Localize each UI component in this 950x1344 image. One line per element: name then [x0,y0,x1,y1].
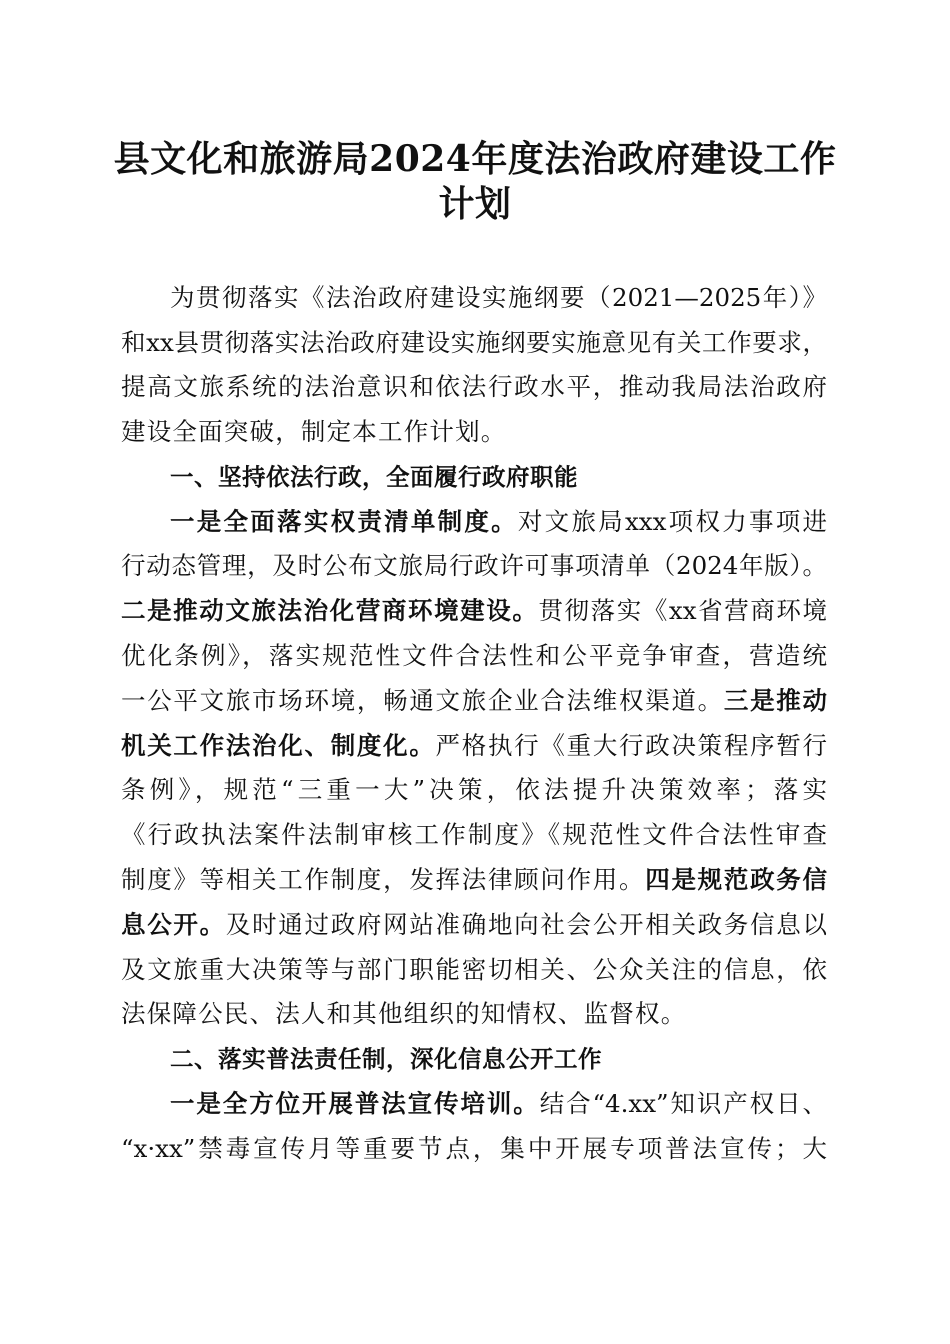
item-2-text: 贯彻落实《xx省营商环境 [538,596,827,625]
section1-line-2: 行动态管理，及时公布文旅局行政许可事项清单（2024年版）。 [121,551,827,580]
section1-line-8: 《行政执法案件法制审核工作制度》《规范性文件合法性审查 [121,820,827,849]
section-heading-2: 二、落实普法责任制，深化信息公开工作 [170,1045,602,1073]
item-4-text: 及时通过政府网站准确地向社会公开相关政务信息以 [225,910,828,939]
item-4-lead-start: 四是规范政务信 [645,865,828,894]
s2-item-1-text: 结合“4.xx”知识产权日、 [539,1089,827,1118]
section1-line-5 [121,686,827,716]
section1-line-7: 条例》，规范“三重一大”决策，依法提升决策效率；落实 [121,775,827,804]
intro-line-1: 为贯彻落实《法治政府建设实施纲要（2021—2025年）》 [170,283,827,312]
section1-line-11: 及文旅重大决策等与部门职能密切相关、公众关注的信息，依 [121,955,827,984]
section1-line-9 [121,865,827,895]
intro-line-3: 提高文旅系统的法治意识和依法行政水平，推动我局法治政府 [121,372,827,401]
document-title-line-1: 县文化和旅游局2024年度法治政府建设工作 [113,138,837,180]
section-heading-1: 一、坚持依法行政，全面履行政府职能 [170,463,578,491]
item-1-text: 对文旅局xxx项权力事项进 [517,507,828,536]
section1-line-10 [121,910,827,940]
section2-line-1 [170,1089,827,1119]
intro-line-4: 建设全面突破，制定本工作计划。 [121,417,507,446]
item-3-lead-end: 机关工作法治化、制度化。 [121,731,436,760]
item-3-end: 制度》等相关工作制度，发挥法律顾问作用。 [121,865,646,894]
item-1-lead: 一是全面落实权责清单制度。 [170,507,518,536]
section1-line-4: 优化条例》，落实规范性文件合法性和公平竞争审查，营造统 [121,641,827,670]
section1-line-12: 法保障公民、法人和其他组织的知情权、监督权。 [121,999,687,1028]
document-title-line-2: 计划 [438,183,512,225]
section1-line-6 [121,731,827,761]
item-3-lead-start: 三是推动 [723,686,828,715]
item-2-end: 一公平文旅市场环境，畅通文旅企业合法维权渠道。 [121,686,724,715]
item-4-lead-end: 息公开。 [121,910,226,939]
intro-line-2: 和xx县贯彻落实法治政府建设实施纲要实施意见有关工作要求， [121,328,827,357]
s2-item-1-lead: 一是全方位开展普法宣传培训。 [170,1089,540,1118]
item-3-text: 严格执行《重大行政决策程序暂行 [435,731,828,760]
section2-line-2: “x·xx”禁毒宣传月等重要节点，集中开展专项普法宣传；大 [121,1134,827,1163]
section1-line-3 [121,596,827,626]
section1-line-1 [170,507,827,537]
item-2-lead: 二是推动文旅法治化营商环境建设。 [121,596,539,625]
